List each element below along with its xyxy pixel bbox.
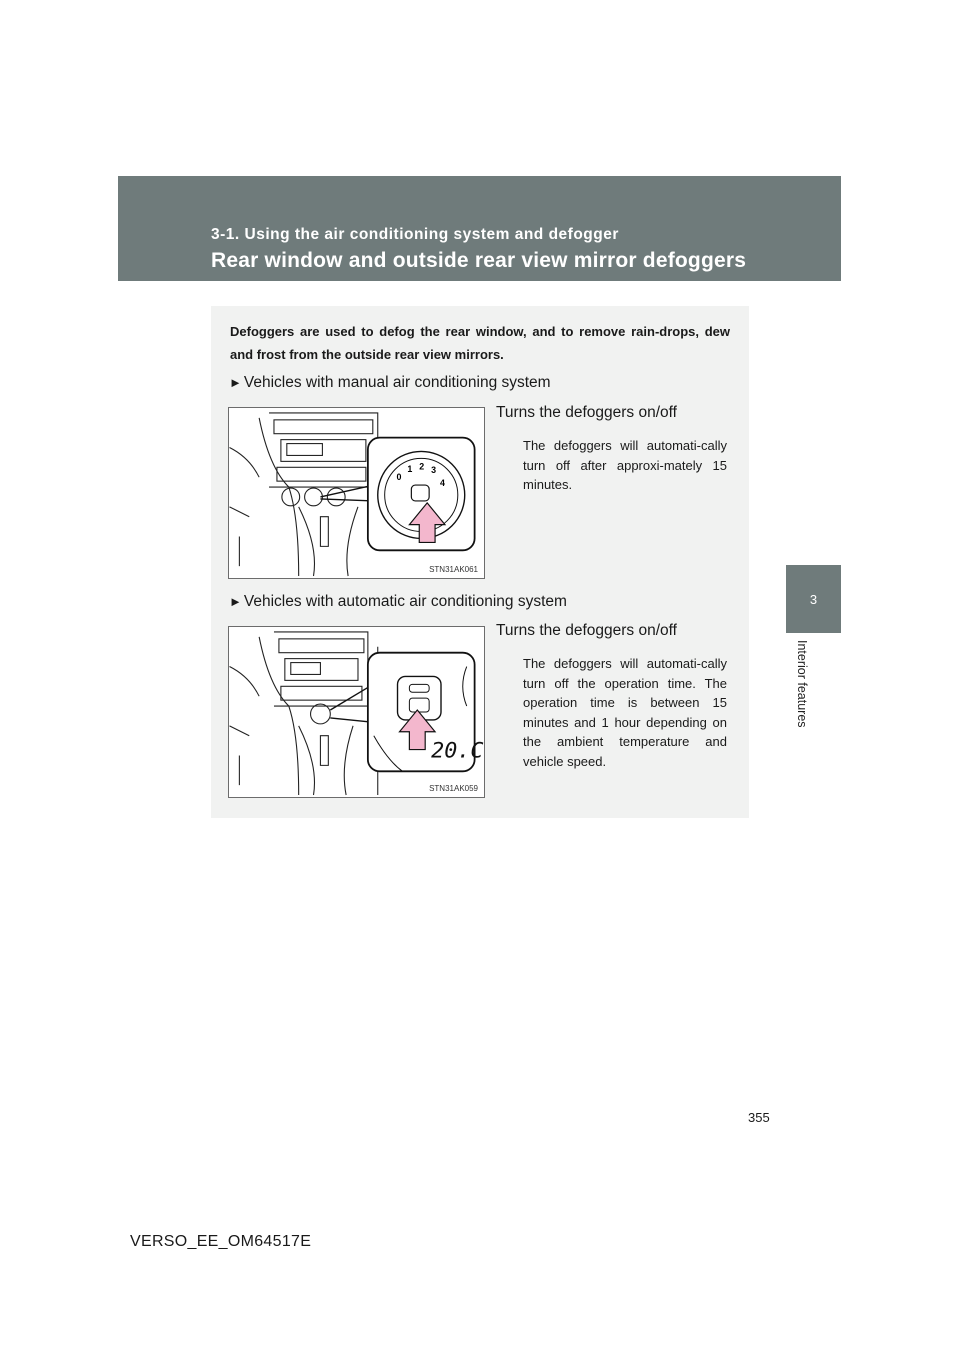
- figure-code: STN31AK061: [429, 565, 478, 574]
- variant-heading-text: Vehicles with manual air conditioning system: [243, 374, 551, 391]
- section-heading: 3-1. Using the air conditioning system and defogger: [211, 226, 619, 243]
- dial-label-2: 2: [419, 461, 425, 472]
- figure-automatic-ac: [228, 626, 485, 798]
- dial-label-1: 1: [407, 464, 413, 475]
- variant-heading-text: Vehicles with automatic air conditioning system: [243, 593, 567, 610]
- variant-heading-manual: [229, 374, 551, 392]
- dashboard-illustration: [229, 627, 484, 797]
- figure-code: STN31AK059: [429, 784, 478, 793]
- dial-label-3: 3: [431, 465, 437, 476]
- chapter-label: Interior features: [795, 640, 809, 728]
- intro-text: Defoggers are used to defog the rear window, and to remove rain-drops, dew and frost from the outside rear view mirrors.: [230, 324, 730, 362]
- chapter-tab[interactable]: [786, 565, 841, 633]
- page-number: 355: [748, 1110, 770, 1125]
- dial-label-0: 0: [396, 472, 402, 483]
- temperature-readout: 20.C: [431, 738, 484, 764]
- variant-heading-automatic: [229, 593, 567, 611]
- pointer-icon: ►: [229, 375, 242, 390]
- dashboard-illustration: [229, 408, 484, 578]
- action-title: Turns the defoggers on/off: [496, 404, 677, 421]
- header-band: [118, 176, 841, 281]
- figure-manual-ac: [228, 407, 485, 579]
- action-note: The defoggers will automati-cally turn off after approxi-mately 15 minutes.: [523, 438, 727, 492]
- dial-label-4: 4: [440, 478, 445, 489]
- pointer-icon: ►: [229, 594, 242, 609]
- action-note: The defoggers will automati-cally turn off the operation time. The operation time is between 15 minutes and 1 hour depending on the ambient temperature and vehicle speed.: [523, 656, 727, 769]
- page-title: Rear window and outside rear view mirror defoggers: [211, 249, 747, 272]
- action-title: Turns the defoggers on/off: [496, 622, 677, 639]
- content-panel: [211, 306, 749, 818]
- chapter-number: 3: [809, 591, 818, 607]
- document-code: VERSO_EE_OM64517E: [130, 1233, 312, 1250]
